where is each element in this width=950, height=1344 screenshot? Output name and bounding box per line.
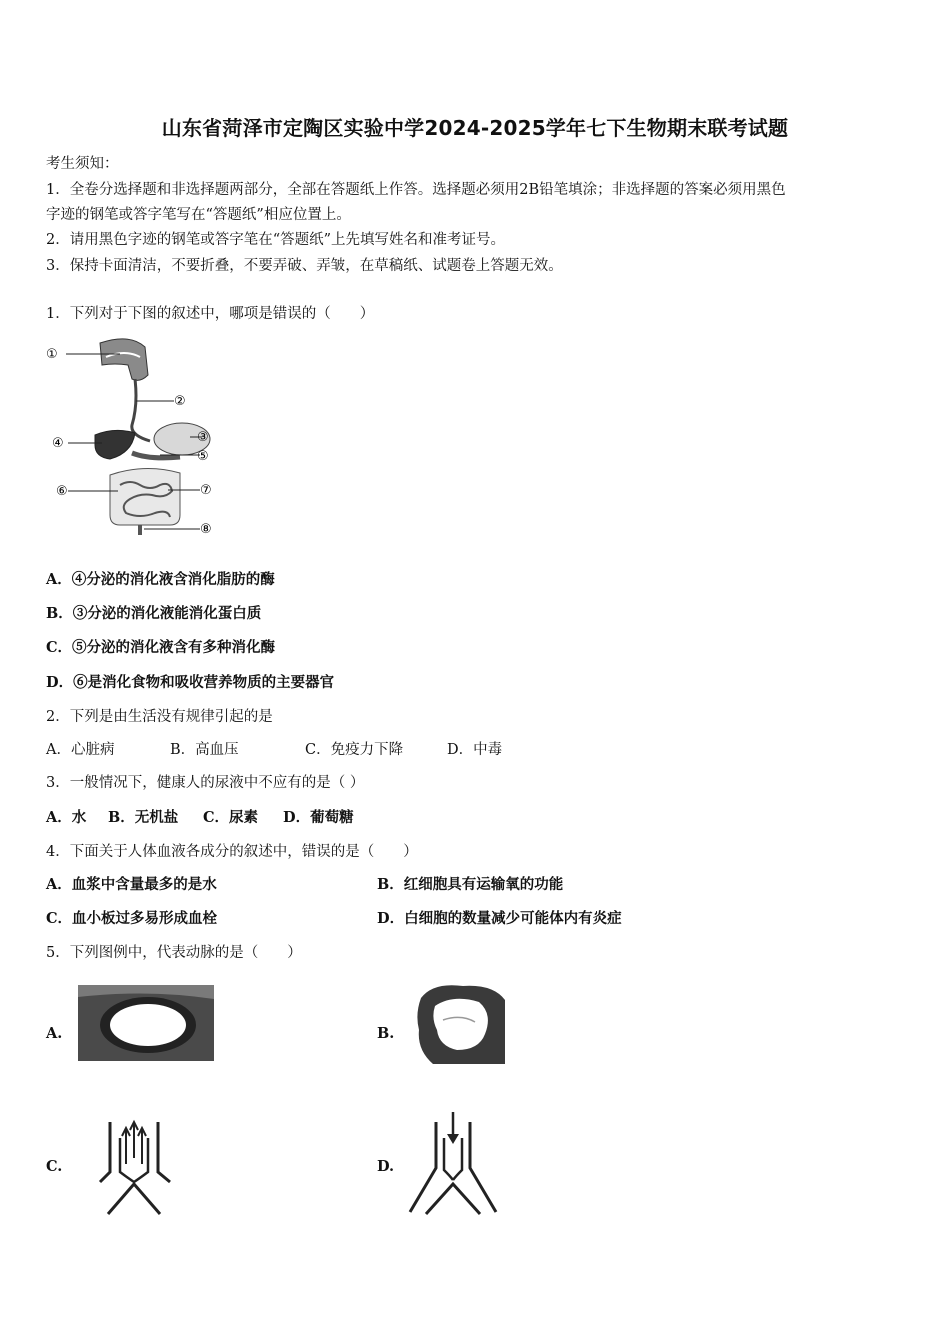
q1-option-c: C．⑤分泌的消化液含有多种消化酶 bbox=[46, 639, 276, 656]
fig-label-7: ⑦ bbox=[200, 483, 212, 498]
q5-option-d-label: D. bbox=[377, 1158, 395, 1175]
fig-label-6: ⑥ bbox=[56, 484, 68, 499]
q4-option-c: C．血小板过多易形成血栓 bbox=[46, 910, 218, 927]
q5-option-b-label: B. bbox=[377, 1025, 395, 1042]
converging-vessel-figure bbox=[98, 1108, 172, 1218]
q1-option-d: D．⑥是消化食物和吸收营养物质的主要器官 bbox=[46, 674, 335, 691]
q3-option-c: C．尿素 bbox=[203, 809, 259, 826]
artery-cross-section-figure bbox=[78, 985, 214, 1061]
q2-stem: 2．下列是由生活没有规律引起的是 bbox=[46, 709, 273, 725]
q2-option-c: C．免疫力下降 bbox=[305, 742, 404, 758]
q3-option-a: A．水 bbox=[46, 809, 87, 826]
q2-option-a: A．心脏病 bbox=[46, 742, 115, 758]
q5-stem: 5．下列图例中，代表动脉的是（ ） bbox=[46, 945, 302, 961]
q3-stem: 3．一般情况下，健康人的尿液中不应有的是（ ） bbox=[46, 775, 365, 791]
q2-option-b: B．高血压 bbox=[170, 742, 239, 758]
fig-label-3: ③ bbox=[197, 430, 209, 445]
q5-option-a-label: A. bbox=[46, 1025, 63, 1042]
notice-line-2: 字迹的钢笔或答字笔写在“答题纸”相应位置上。 bbox=[46, 207, 351, 223]
q4-stem: 4．下面关于人体血液各成分的叙述中，错误的是（ ） bbox=[46, 844, 418, 860]
notice-line-3: 2．请用黑色字迹的钢笔或答字笔在“答题纸”上先填写姓名和准考证号。 bbox=[46, 232, 506, 248]
q5-option-c-label: C. bbox=[46, 1158, 63, 1175]
fig-label-1: ① bbox=[46, 347, 58, 362]
q4-option-a: A．血浆中含量最多的是水 bbox=[46, 876, 217, 893]
fig-label-4: ④ bbox=[52, 436, 64, 451]
vein-cross-section-figure bbox=[413, 980, 507, 1066]
q1-stem: 1．下列对于下图的叙述中，哪项是错误的（ ） bbox=[46, 306, 375, 322]
q3-option-d: D．葡萄糖 bbox=[283, 809, 354, 826]
fig-label-2: ② bbox=[174, 394, 186, 409]
notice-heading: 考生须知： bbox=[46, 156, 119, 172]
digestive-system-figure bbox=[40, 335, 230, 545]
q3-option-b: B．无机盐 bbox=[108, 809, 179, 826]
q2-option-d: D．中毒 bbox=[447, 742, 503, 758]
fig-label-5: ⑤ bbox=[197, 449, 209, 464]
q4-option-b: B．红细胞具有运输氧的功能 bbox=[377, 876, 564, 893]
notice-line-1: 1．全卷分选择题和非选择题两部分，全部在答题纸上作答。选择题必须用2B铅笔填涂；非选择题的答案必须用黑色 bbox=[46, 182, 786, 198]
page-title: 山东省菏泽市定陶区实验中学2024-2025学年七下生物期末联考试题 bbox=[161, 116, 789, 140]
q4-option-d: D．白细胞的数量减少可能体内有炎症 bbox=[377, 910, 622, 927]
fig-label-8: ⑧ bbox=[200, 522, 212, 537]
q1-option-a: A．④分泌的消化液含消化脂肪的酶 bbox=[46, 571, 275, 588]
notice-line-4: 3．保持卡面清洁，不要折叠，不要弄破、弄皱，在草稿纸、试题卷上答题无效。 bbox=[46, 258, 563, 274]
q1-option-b: B．③分泌的消化液能消化蛋白质 bbox=[46, 605, 262, 622]
branching-vessel-figure bbox=[406, 1108, 500, 1218]
